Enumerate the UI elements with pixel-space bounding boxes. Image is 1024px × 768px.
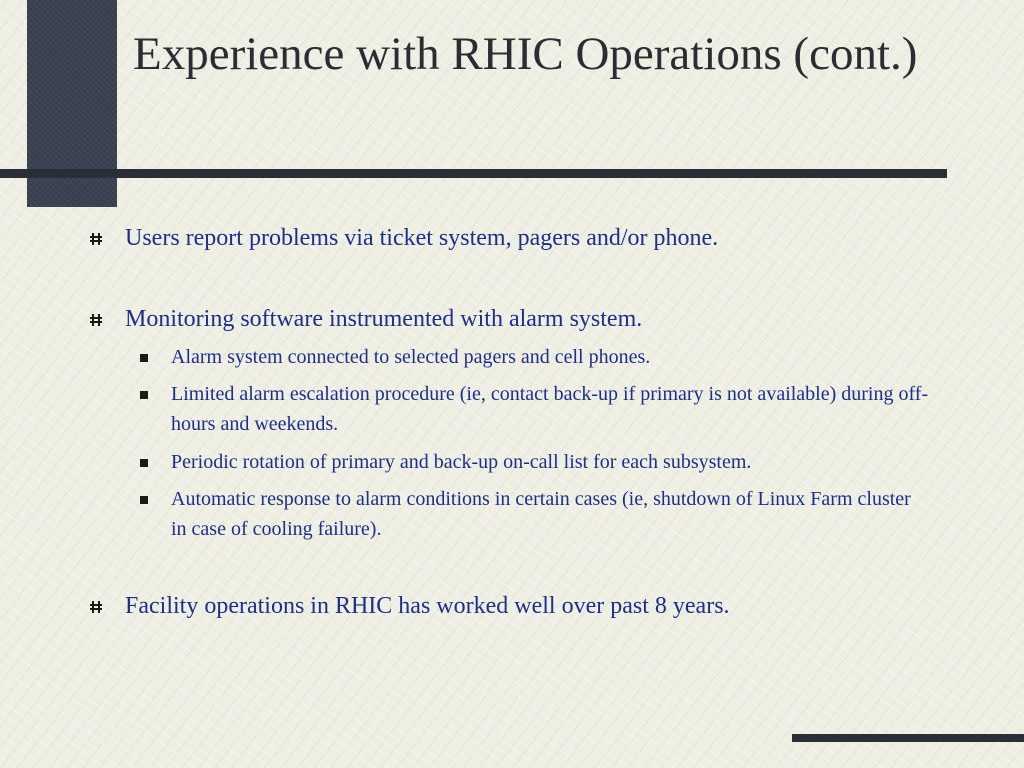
square-bullet-icon xyxy=(140,459,148,467)
sub-bullet-item: Automatic response to alarm conditions in certain cases (ie, shutdown of Linux Farm cluster in case of cooling failure). xyxy=(171,488,911,540)
bullet-item: Facility operations in RHIC has worked well over past 8 years. xyxy=(125,593,730,619)
sub-bullet-item: Periodic rotation of primary and back-up on-call list for each subsystem. xyxy=(171,451,752,473)
square-bullet-icon xyxy=(140,354,148,362)
slide-title: Experience with RHIC Operations (cont.) xyxy=(133,28,918,80)
square-bullet-icon xyxy=(140,391,148,399)
bullet-item: Monitoring software instrumented with alarm system. xyxy=(125,306,643,332)
bullet-item: Users report problems via ticket system, pagers and/or phone. xyxy=(125,225,719,251)
hash-bullet-icon xyxy=(89,600,103,614)
sub-bullet-item: Limited alarm escalation procedure (ie, contact back-up if primary is not available) during off-hours and weekends. xyxy=(171,383,929,435)
hash-bullet-icon xyxy=(89,232,103,246)
hash-bullet-icon xyxy=(89,313,103,327)
sub-bullet-item: Alarm system connected to selected pagers and cell phones. xyxy=(171,346,651,368)
square-bullet-icon xyxy=(140,496,148,504)
